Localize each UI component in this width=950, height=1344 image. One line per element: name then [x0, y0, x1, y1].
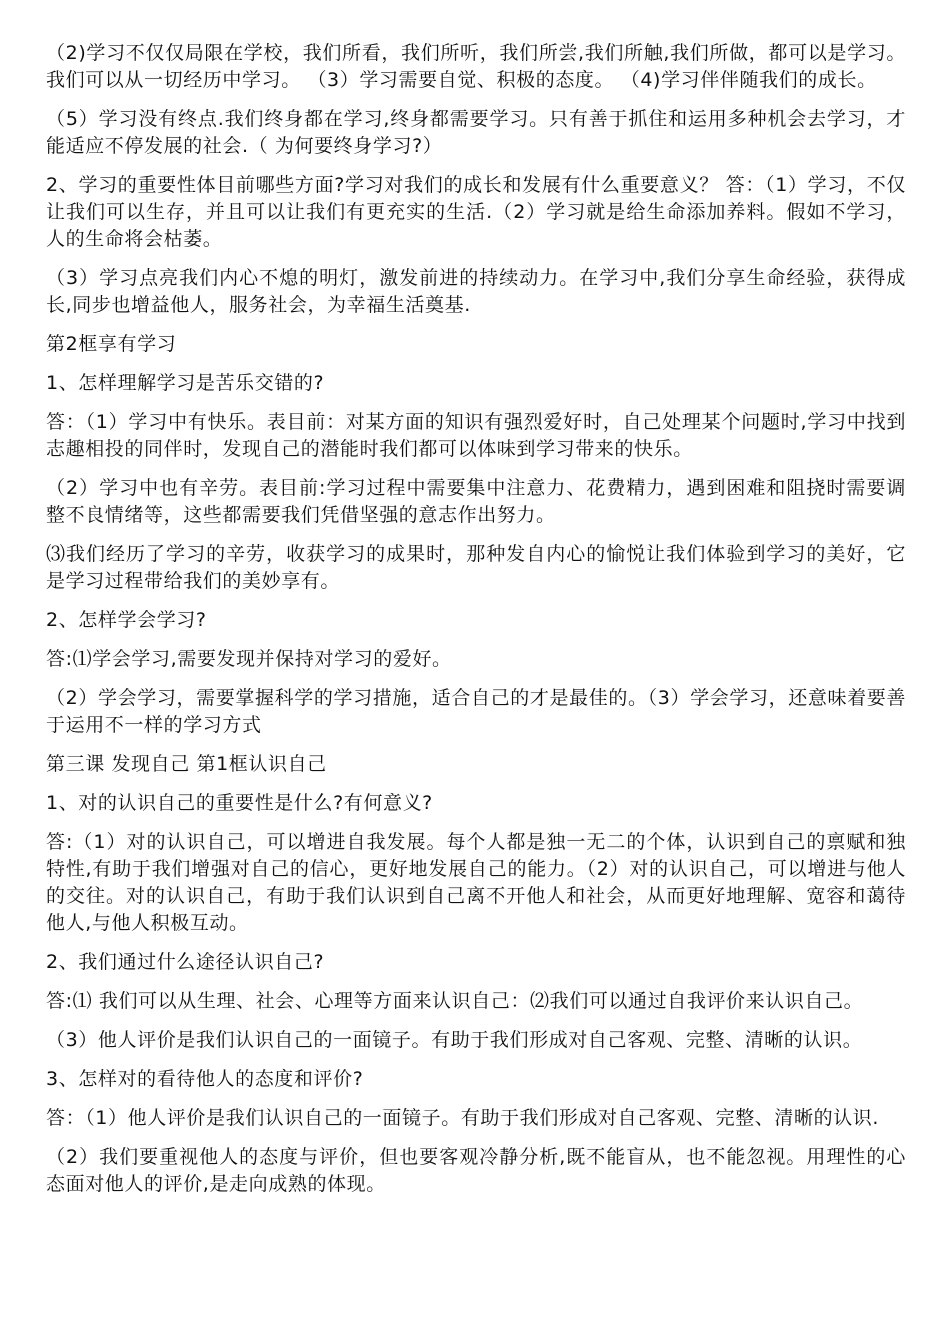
paragraph: （2)学习不仅仅局限在学校，我们所看，我们所听，我们所尝,我们所触,我们所做，都可以是学习。我们可以从一切经历中学习。 （3）学习需要自觉、积极的态度。 （4)学习伴伴随我们的成长。	[46, 42, 906, 91]
question: 2、怎样学会学习?	[46, 609, 207, 631]
paragraph: ⑶我们经历了学习的辛劳，收获学习的成果时，那种发自内心的愉悦让我们体验到学习的美好，它是学习过程带给我们的美妙享有。	[46, 543, 906, 592]
question: 2、我们通过什么途径认识自己?	[46, 951, 325, 973]
paragraph: （3）学习点亮我们内心不熄的明灯，激发前进的持续动力。在学习中,我们分享生命经验，获得成长,同步也增益他人，服务社会，为幸福生活奠基.	[46, 267, 906, 316]
paragraph: 答:（1）对的认识自己，可以增进自我发展。每个人都是独一无二的个体，认识到自己的禀赋和独特性,有助于我们增强对自己的信心，更好地发展自己的能力。（2）对的认识自己，可以增进与他人的交往。对的认识自己，有助于我们认识到自己离不开他人和社会，从而更好地理解、宽容和蔼待他人,与他人积极互动。	[46, 831, 906, 934]
paragraph: 答:⑴ 我们可以从生理、社会、心理等方面来认识自己：⑵我们可以通过自我评价来认识自己。	[46, 990, 864, 1012]
paragraph: 答:⑴学会学习,需要发现并保持对学习的爱好。	[46, 648, 452, 670]
paragraph: （2）学会学习，需要掌握科学的学习措施，适合自己的才是最佳的。（3）学会学习，还意味着要善于运用不一样的学习方式	[46, 687, 906, 736]
question: 1、对的认识自己的重要性是什么?有何意义?	[46, 792, 433, 814]
question: 3、怎样对的看待他人的态度和评价?	[46, 1068, 364, 1090]
section-heading: 第三课 发现自己 第1框认识自己	[46, 753, 327, 775]
paragraph: 答：（1）他人评价是我们认识自己的一面镜子。有助于我们形成对自己客观、完整、清晰的认识.	[46, 1107, 880, 1129]
question: 1、怎样理解学习是苦乐交错的?	[46, 372, 325, 394]
paragraph: 2、学习的重要性体目前哪些方面?学习对我们的成长和发展有什么重要意义？ 答：（1）学习，不仅让我们可以生存，并且可以让我们有更充实的生活.（2）学习就是给生命添加养料。假如不学习，人的生命将会枯萎。	[46, 174, 906, 250]
paragraph: （2）学习中也有辛劳。表目前:学习过程中需要集中注意力、花费精力，遇到困难和阻挠时需要调整不良情绪等，这些都需要我们凭借坚强的意志作出努力。	[46, 477, 906, 526]
paragraph: 答：（1）学习中有快乐。表目前：对某方面的知识有强烈爱好时，自己处理某个问题时,学习中找到志趣相投的同伴时，发现自己的潜能时我们都可以体味到学习带来的快乐。	[46, 411, 906, 460]
section-heading: 第2框享有学习	[46, 333, 177, 355]
paragraph: （3）他人评价是我们认识自己的一面镜子。有助于我们形成对自己客观、完整、清晰的认识。	[46, 1029, 863, 1051]
paragraph: （2）我们要重视他人的态度与评价，但也要客观冷静分析,既不能盲从，也不能忽视。用理性的心态面对他人的评价,是走向成熟的体现。	[46, 1146, 906, 1195]
paragraph: （5）学习没有终点.我们终身都在学习,终身都需要学习。只有善于抓住和运用多种机会去学习，才能适应不停发展的社会.（ 为何要终身学习?）	[46, 108, 906, 157]
